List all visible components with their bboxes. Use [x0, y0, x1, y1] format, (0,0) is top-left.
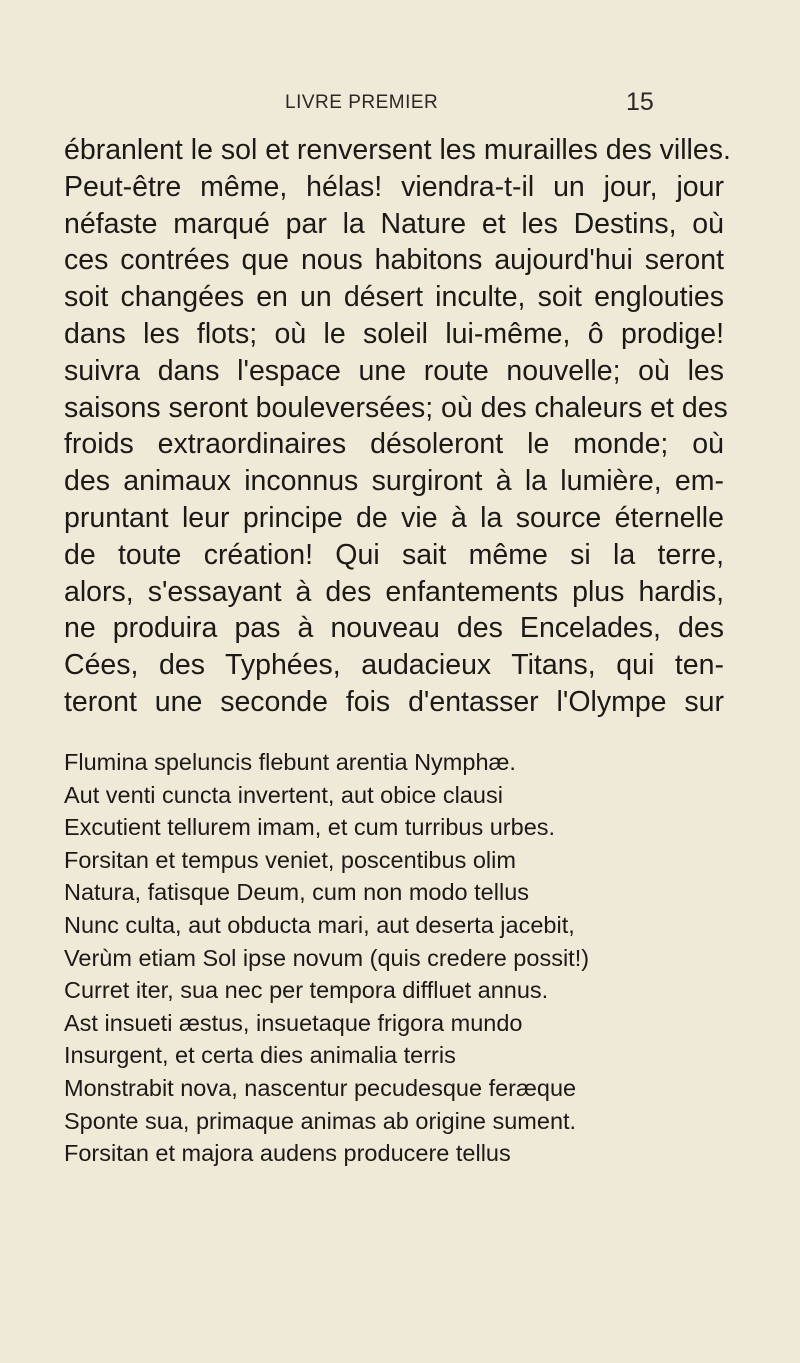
verse-line: Aut venti cuncta invertent, aut obice clausi: [64, 781, 503, 808]
verse-line: Forsitan et majora audens producere tellus: [64, 1140, 511, 1167]
prose-line: Peut-être même, hélas! viendra-t-il un jour, jour: [64, 170, 724, 203]
verse-line: Insurgent, et certa dies animalia terris: [64, 1042, 456, 1069]
prose-line: pruntant leur principe de vie à la source éternelle: [64, 501, 724, 534]
french-prose-block: [64, 132, 731, 721]
prose-line: de toute création! Qui sait même si la terre,: [64, 538, 724, 571]
verse-line: Monstrabit nova, nascentur pecudesque feræque: [64, 1074, 577, 1101]
verse-line: Sponte sua, primaque animas ab origine sument.: [64, 1107, 577, 1134]
prose-line: ébranlent le sol et renversent les murailles des villes.: [64, 134, 731, 166]
verse-line: Verùm etiam Sol ipse novum (quis credere possit!): [64, 944, 590, 971]
prose-line: alors, s'essayant à des enfantements plus hardis,: [64, 575, 724, 608]
running-head: [0, 88, 800, 120]
latin-verse-block: [64, 746, 724, 1170]
verse-line: Forsitan et tempus veniet, poscentibus olim: [64, 846, 516, 873]
page-number: 15: [626, 88, 654, 116]
prose-line: teront une seconde fois d'entasser l'Olympe sur: [64, 685, 724, 718]
verse-line: Curret iter, sua nec per tempora diffluet annus.: [64, 977, 549, 1004]
prose-line: soit changées en un désert inculte, soit englouties: [64, 281, 724, 314]
prose-line: Cées, des Typhées, audacieux Titans, qui ten-: [64, 649, 724, 682]
prose-line: ne produira pas à nouveau des Encelades, des: [64, 612, 724, 645]
prose-line: des animaux inconnus surgiront à la lumière, em-: [64, 465, 724, 498]
verse-line: Excutient tellurem imam, et cum turribus urbes.: [64, 814, 556, 841]
prose-line: froids extraordinaires désoleront le monde; où: [64, 428, 724, 461]
prose-line: suivra dans l'espace une route nouvelle; où les: [64, 354, 724, 387]
running-head-title: LIVRE PREMIER: [285, 92, 439, 113]
prose-line: néfaste marqué par la Nature et les Destins, où: [64, 207, 724, 240]
verse-line: Natura, fatisque Deum, cum non modo tellus: [64, 879, 530, 906]
verse-line: Nunc culta, aut obducta mari, aut deserta jacebit,: [64, 911, 575, 938]
verse-line: Flumina speluncis flebunt arentia Nymphæ.: [64, 749, 516, 775]
verse-line: Ast insueti æstus, insuetaque frigora mundo: [64, 1009, 523, 1036]
prose-line: saisons seront bouleversées; où des chaleurs et des: [64, 391, 728, 424]
prose-line: dans les flots; où le soleil lui-même, ô prodige!: [64, 317, 724, 350]
prose-line: ces contrées que nous habitons aujourd'hui seront: [64, 244, 724, 277]
